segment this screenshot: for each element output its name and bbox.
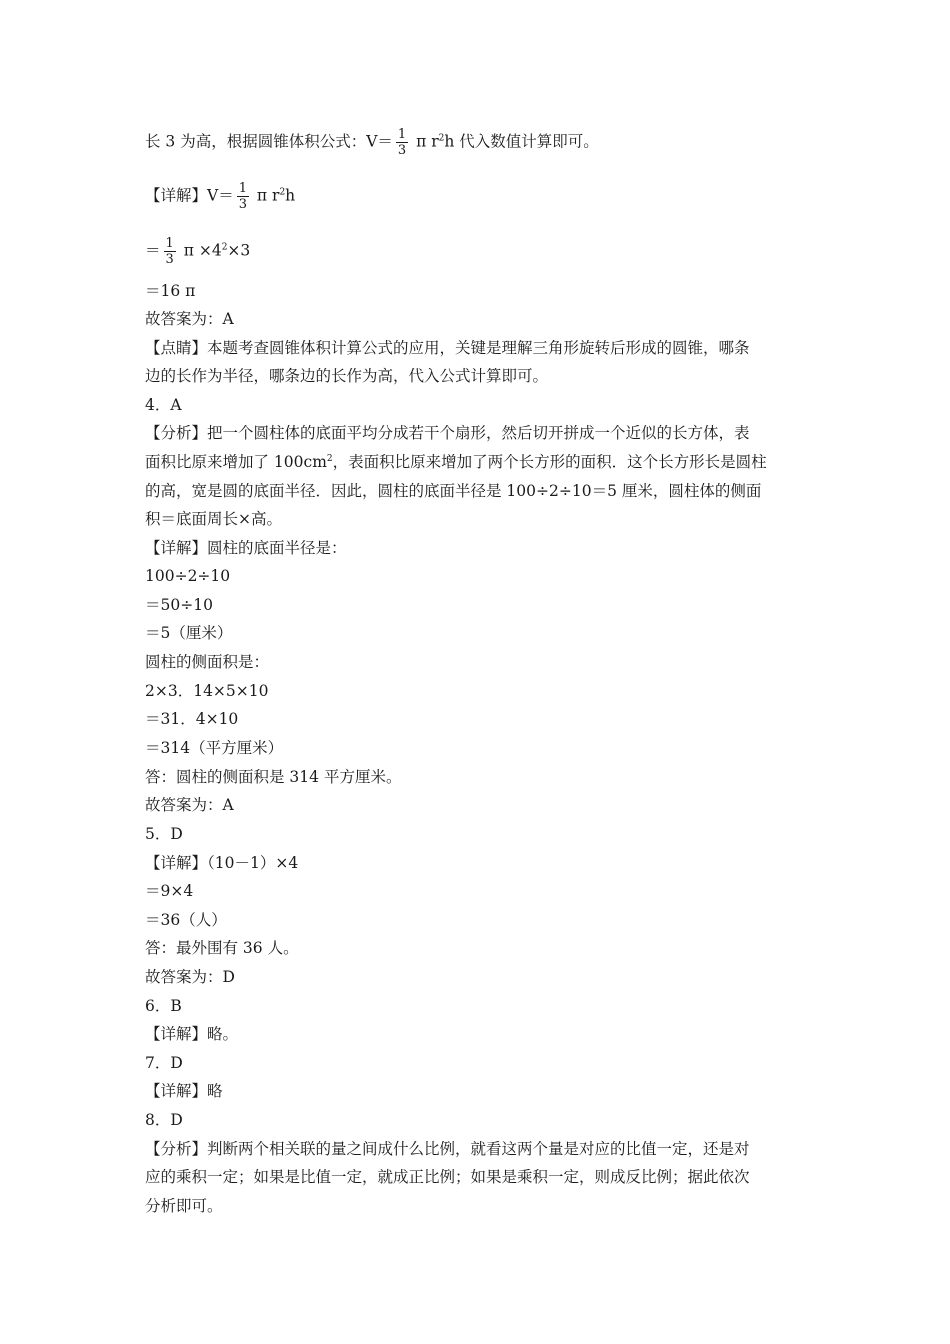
fraction-denominator: 3 <box>165 252 174 267</box>
text-line: ＝31．4×10 <box>145 710 239 728</box>
superscript: 2 <box>438 133 445 144</box>
fraction-numerator: 1 <box>165 236 174 251</box>
text: π r <box>411 132 439 151</box>
text-line: ＝9×4 <box>145 882 194 900</box>
formula-line-detail <box>145 181 295 212</box>
text-line: 应的乘积一定；如果是比值一定，就成正比例；如果是乘积一定，则成反比例；据此依次 <box>145 1168 750 1186</box>
fraction-one-third <box>164 236 176 267</box>
text-line: 积＝底面周长×高。 <box>145 510 282 528</box>
text-line: ＝50÷10 <box>145 596 213 614</box>
answer-line: 故答案为：D <box>145 968 235 986</box>
question-number: 7．D <box>145 1054 183 1072</box>
text-line: 分析即可。 <box>145 1197 223 1215</box>
text-line: ＝5（厘米） <box>145 624 233 642</box>
text-line: 圆柱的侧面积是： <box>145 653 270 671</box>
text: 长 3 为高，根据圆锥体积公式：V＝ <box>145 132 393 151</box>
text: π ×4 <box>178 241 222 260</box>
question-number: 6．B <box>145 997 182 1015</box>
text-line: ＝16 π <box>145 282 196 300</box>
detail-line: 【详解】略 <box>145 1082 223 1100</box>
text-line: 答：圆柱的侧面积是 314 平方厘米。 <box>145 768 402 786</box>
text: 面积比原来增加了 100cm <box>145 453 327 471</box>
text: π r <box>251 186 280 205</box>
text-line: 边的长作为半径，哪条边的长作为高，代入公式计算即可。 <box>145 367 549 385</box>
text: ，表面积比原来增加了两个长方形的面积．这个长方形长是圆柱 <box>332 453 767 471</box>
text-line: ＝314（平方厘米） <box>145 739 284 757</box>
text: 【详解】V＝ <box>145 186 234 205</box>
superscript: 2 <box>326 454 333 464</box>
text: ×3 <box>227 241 251 260</box>
question-number: 8．D <box>145 1111 183 1129</box>
formula-line-intro <box>145 127 599 158</box>
fraction-denominator: 3 <box>238 197 247 212</box>
fraction-numerator: 1 <box>397 127 407 142</box>
fraction-one-third <box>396 127 408 158</box>
fraction-numerator: 1 <box>238 181 247 196</box>
text: h <box>285 186 296 205</box>
analysis-line: 【分析】把一个圆柱体的底面平均分成若干个扇形，然后切开拼成一个近似的长方体，表 <box>145 424 750 442</box>
text-line: 的高，宽是圆的底面半径．因此，圆柱的底面半径是 100÷2÷10＝5 厘米，圆柱体的侧面 <box>145 482 762 500</box>
detail-line: 【详解】（10－1）×4 <box>145 854 299 872</box>
analysis-line: 【分析】判断两个相关联的量之间成什么比例，就看这两个量是对应的比值一定，还是对 <box>145 1140 750 1158</box>
detail-line: 【详解】略。 <box>145 1025 239 1043</box>
text: h 代入数值计算即可。 <box>444 132 599 151</box>
text-line: 2×3．14×5×10 <box>145 682 269 700</box>
question-number: 5．D <box>145 825 183 843</box>
comment-line: 【点睛】本题考查圆锥体积计算公式的应用，关键是理解三角形旋转后形成的圆锥，哪条 <box>145 339 750 357</box>
answer-line: 故答案为：A <box>145 796 234 814</box>
text-line <box>145 451 767 473</box>
fraction-one-third <box>237 181 249 212</box>
question-number: 4．A <box>145 396 182 414</box>
fraction-denominator: 3 <box>397 143 407 158</box>
formula-line-substitution <box>145 236 250 267</box>
text-line: 答：最外围有 36 人。 <box>145 939 299 957</box>
detail-line: 【详解】圆柱的底面半径是： <box>145 539 347 557</box>
superscript: 2 <box>221 242 228 253</box>
text: ＝ <box>145 241 161 260</box>
text-line: ＝36（人） <box>145 911 227 929</box>
answer-line: 故答案为：A <box>145 310 234 328</box>
superscript: 2 <box>279 187 286 198</box>
text-line: 100÷2÷10 <box>145 567 231 585</box>
